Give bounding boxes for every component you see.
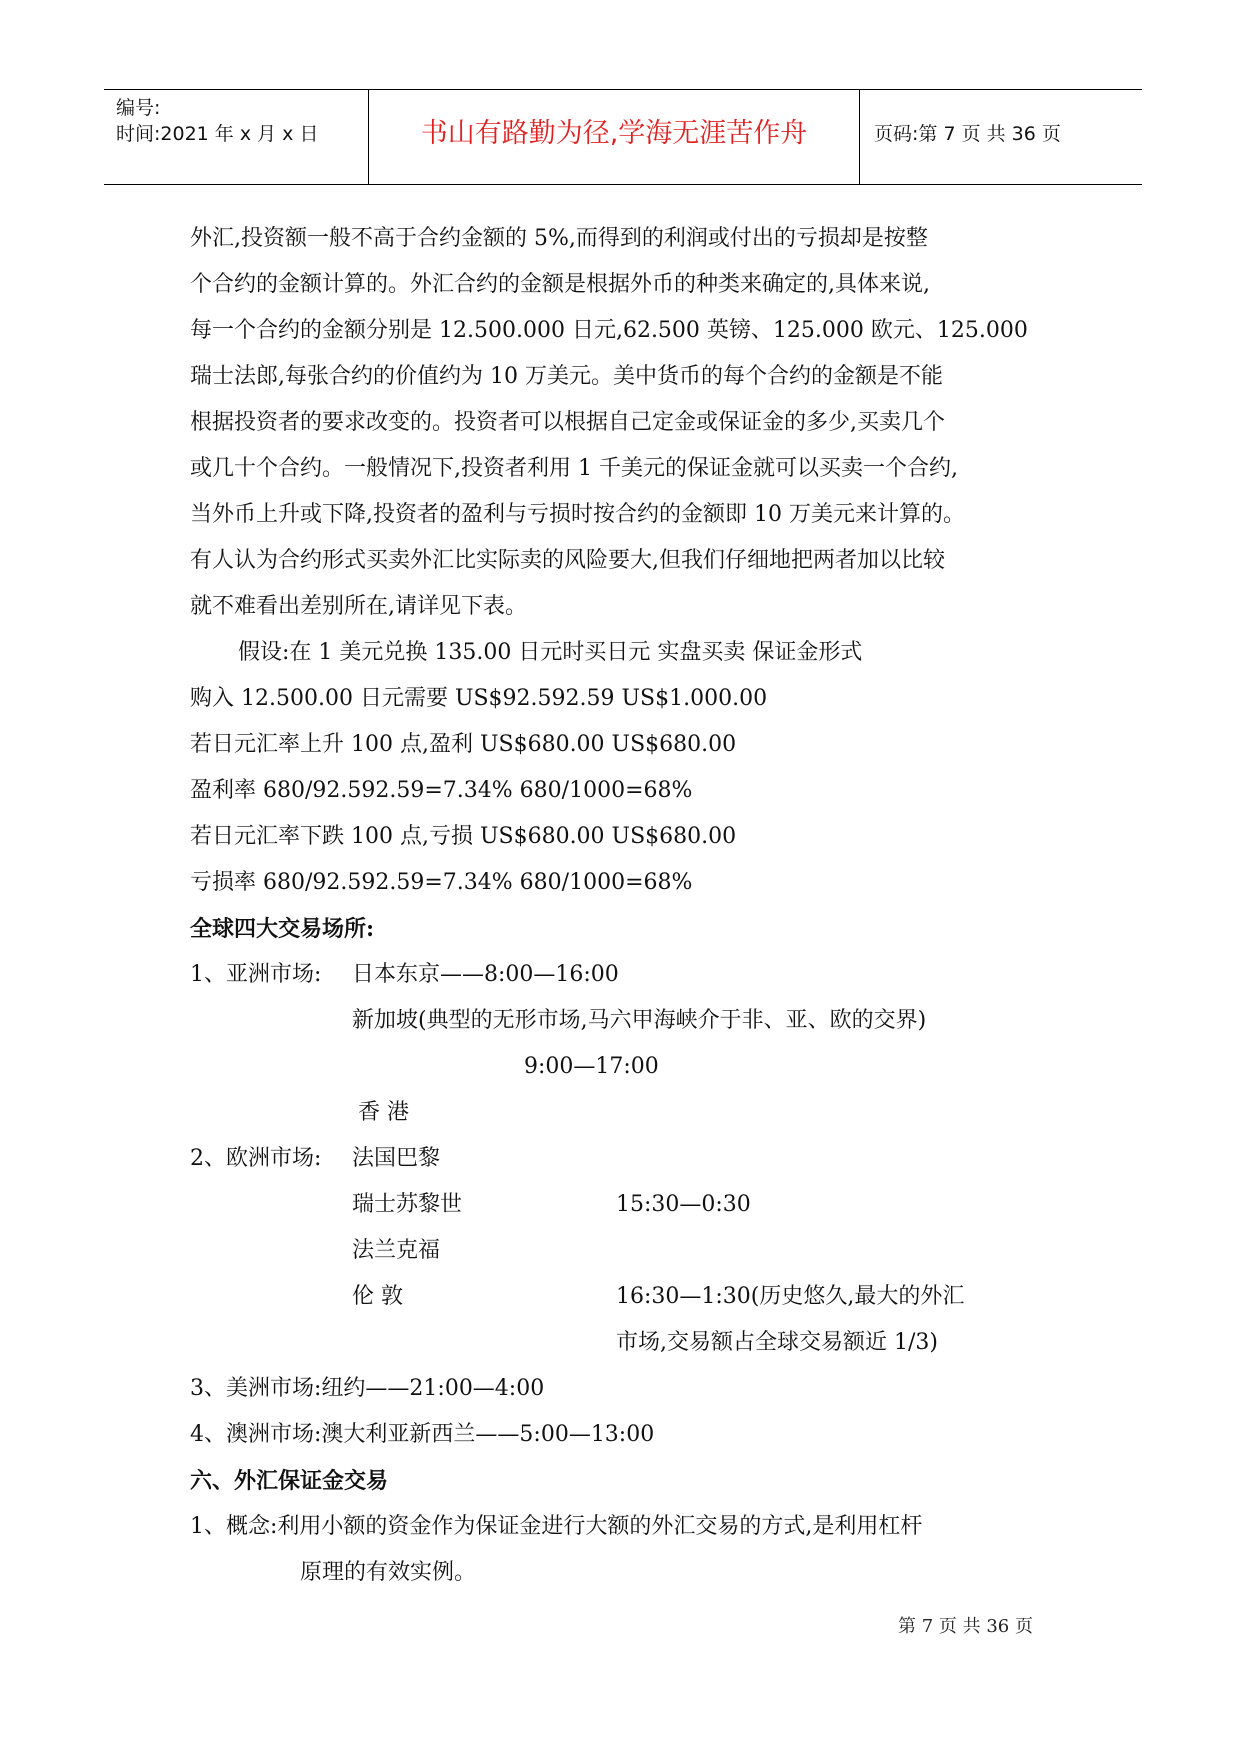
paragraph-line: 当外币上升或下降,投资者的盈利与亏损时按合约的金额即 10 万美元来计算的。 bbox=[190, 502, 965, 527]
example-assumption: 假设:在 1 美元兑换 135.00 日元时买日元 实盘买卖 保证金形式 bbox=[238, 640, 863, 665]
asia-market-label: 1、亚洲市场: bbox=[190, 962, 322, 987]
paragraph-line: 根据投资者的要求改变的。投资者可以根据自己定金或保证金的多少,买卖几个 bbox=[190, 410, 945, 435]
paragraph-line: 每一个合约的金额分别是 12.500.000 日元,62.500 英镑、125.000 欧元、125.000 bbox=[190, 318, 1028, 343]
asia-singapore-time: 9:00—17:00 bbox=[524, 1054, 659, 1079]
oceania-market: 4、澳洲市场:澳大利亚新西兰——5:00—13:00 bbox=[190, 1422, 655, 1447]
concept-line-continued: 原理的有效实例。 bbox=[300, 1560, 477, 1585]
example-fall: 若日元汇率下跌 100 点,亏损 US$680.00 US$680.00 bbox=[190, 824, 737, 849]
paragraph-line: 或几十个合约。一般情况下,投资者利用 1 千美元的保证金就可以买卖一个合约, bbox=[190, 456, 958, 481]
europe-london-time: 16:30—1:30(历史悠久,最大的外汇 bbox=[616, 1284, 965, 1309]
document-number-label: 编号: bbox=[116, 97, 161, 119]
section-heading: 六、外汇保证金交易 bbox=[190, 1468, 389, 1494]
europe-zurich: 瑞士苏黎世 bbox=[352, 1192, 463, 1217]
header-page-info: 页码:第 7 页 共 36 页 bbox=[874, 123, 1061, 145]
america-market: 3、美洲市场:纽约——21:00—4:00 bbox=[190, 1376, 545, 1401]
example-rise: 若日元汇率上升 100 点,盈利 US$680.00 US$680.00 bbox=[190, 732, 737, 757]
example-profit-rate: 盈利率 680/92.592.59=7.34% 680/1000=68% bbox=[190, 778, 693, 803]
paragraph-line: 个合约的金额计算的。外汇合约的金额是根据外币的种类来确定的,具体来说, bbox=[190, 272, 930, 297]
example-loss-rate: 亏损率 680/92.592.59=7.34% 680/1000=68% bbox=[190, 870, 693, 895]
concept-line: 1、概念:利用小额的资金作为保证金进行大额的外汇交易的方式,是利用杠杆 bbox=[190, 1514, 923, 1539]
europe-london: 伦 敦 bbox=[352, 1284, 403, 1309]
document-time-label: 时间:2021 年 x 月 x 日 bbox=[116, 123, 319, 145]
page-header bbox=[104, 89, 1142, 185]
header-meta-cell bbox=[104, 90, 369, 184]
example-buy: 购入 12.500.00 日元需要 US$92.592.59 US$1.000.00 bbox=[190, 686, 768, 711]
paragraph-line: 瑞士法郎,每张合约的价值约为 10 万美元。美中货币的每个合约的金额是不能 bbox=[190, 364, 943, 389]
asia-hongkong: 香 港 bbox=[358, 1100, 409, 1125]
markets-heading: 全球四大交易场所: bbox=[190, 916, 375, 942]
europe-paris: 法国巴黎 bbox=[352, 1146, 441, 1171]
europe-market-label: 2、欧洲市场: bbox=[190, 1146, 322, 1171]
asia-singapore: 新加坡(典型的无形市场,马六甲海峡介于非、亚、欧的交界) bbox=[352, 1008, 927, 1033]
page-footer: 第 7 页 共 36 页 bbox=[898, 1616, 1033, 1637]
header-motto-cell bbox=[369, 90, 860, 184]
paragraph-line: 有人认为合约形式买卖外汇比实际卖的风险要大,但我们仔细地把两者加以比较 bbox=[190, 548, 945, 573]
asia-tokyo: 日本东京——8:00—16:00 bbox=[352, 962, 619, 987]
header-motto: 书山有路勤为径,学海无涯苦作舟 bbox=[420, 118, 808, 149]
europe-zurich-time: 15:30—0:30 bbox=[616, 1192, 751, 1217]
header-page-cell bbox=[860, 90, 1142, 184]
paragraph-line: 外汇,投资额一般不高于合约金额的 5%,而得到的利润或付出的亏损却是按整 bbox=[190, 226, 928, 251]
europe-frankfurt: 法兰克福 bbox=[352, 1238, 441, 1263]
europe-london-time-note: 市场,交易额占全球交易额近 1/3) bbox=[616, 1330, 938, 1355]
paragraph-line: 就不难看出差别所在,请详见下表。 bbox=[190, 594, 527, 619]
